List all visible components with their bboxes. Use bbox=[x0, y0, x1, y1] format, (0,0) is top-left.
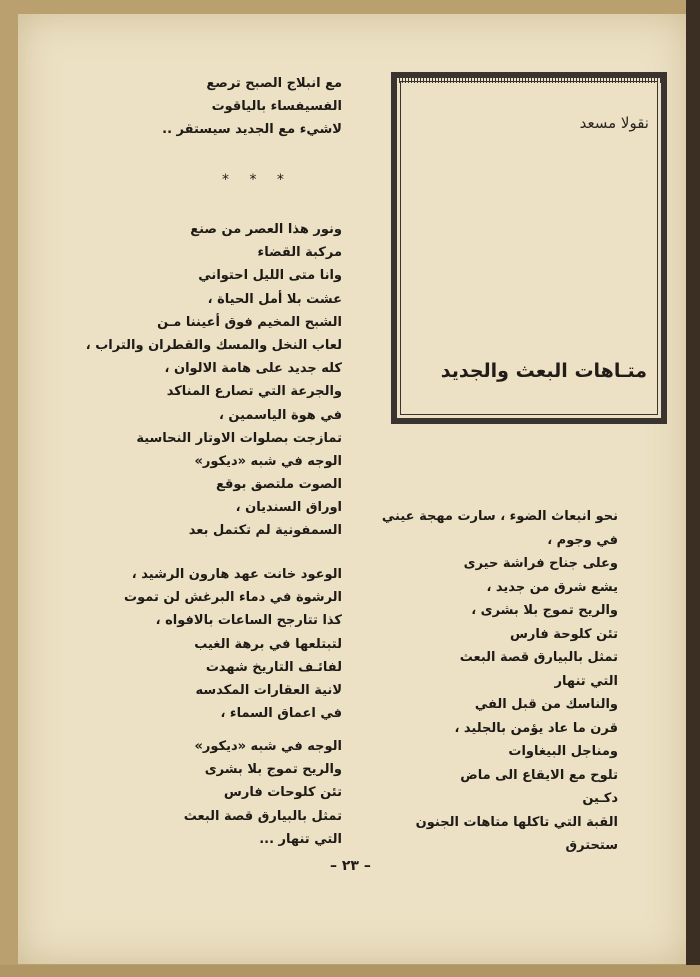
poem-line: وانا متى الليل احتواني bbox=[198, 268, 342, 284]
poem-line: الوجه في شبه «ديكور» bbox=[194, 739, 342, 754]
page-edge-right bbox=[686, 0, 700, 977]
poem-line: السمفونية لم تكتمل بعد bbox=[188, 523, 342, 539]
poem-line: لتبتلعها في برهة الغيب bbox=[194, 636, 342, 652]
poem-line: الوجه في شبه «ديكور» bbox=[194, 453, 342, 469]
poem-line: تئن كلوحات فارس bbox=[223, 785, 342, 801]
poem-line: تئن كلوحة فارس bbox=[509, 626, 618, 642]
poem-line: تمازجت بصلوات الاوتار النحاسية bbox=[136, 430, 342, 446]
poem-title: متـاهات البعث والجديد bbox=[440, 360, 647, 382]
poem-line: قرن ما عاد يؤمن بالجليد ، bbox=[454, 720, 618, 736]
poem-line: الفسيفساء بالياقوت bbox=[211, 99, 342, 114]
stanza-3 bbox=[184, 735, 342, 851]
poem-line: عشت بلا أمل الحياة ، bbox=[207, 291, 342, 307]
poem-line: القبة التي تاكلها متاهات الجنون bbox=[415, 814, 618, 830]
poem-line: وعلى جناح فراشة حيرى bbox=[463, 556, 618, 571]
poem-line: والجرعة التي تصارع المناكد bbox=[166, 384, 342, 400]
stanza-top bbox=[162, 72, 342, 141]
page-number: – ٢٣ – bbox=[330, 858, 371, 874]
poem-line: لعاب النخل والمسك والقطران والتراب ، bbox=[85, 337, 342, 353]
poem-line: اوراق السنديان ، bbox=[235, 500, 342, 516]
author-name: نقولا مسعد bbox=[579, 114, 649, 132]
poem-line: الصوت ملتصق بوقع bbox=[215, 477, 342, 493]
poem-line: التي تنهار bbox=[554, 673, 618, 689]
poem-line: في اعماق السماء ، bbox=[220, 706, 342, 722]
poem-line: ونور هذا العصر من صنع bbox=[190, 222, 342, 237]
poem-line: ومناجل البيغاوات bbox=[508, 744, 618, 759]
poem-line: في وجوم ، bbox=[547, 532, 618, 548]
poem-line: مركبة القضاء bbox=[257, 245, 342, 261]
poem-line: يشع شرق من جديد ، bbox=[486, 579, 618, 595]
stanza-2 bbox=[124, 563, 342, 725]
poem-line: كذا تتارجح الساعات بالافواه ، bbox=[155, 613, 342, 629]
stanza-1 bbox=[86, 218, 342, 543]
poem-line: ستحترق bbox=[565, 838, 618, 853]
poem-line: الرشوة في دماء البرغش لن تموت bbox=[124, 590, 342, 606]
poem-line: في هوة الياسمين ، bbox=[218, 407, 342, 423]
poem-line: مع انبلاج الصبح ترصع bbox=[206, 76, 342, 91]
title-box bbox=[391, 72, 667, 424]
poem-line: تلوح مع الايقاع الى ماض bbox=[460, 767, 618, 783]
poem-line: والريح تموج بلا بشرى bbox=[204, 762, 342, 778]
poem-line: والناسك من قبل الفي bbox=[474, 697, 618, 712]
poem-line: الشبح المخيم فوق أعيننا مـن bbox=[157, 314, 342, 330]
poem-line: تمثل بالبيارق قصة البعث bbox=[183, 808, 342, 824]
poem-line: لاشيء مع الجديد سيستقر .. bbox=[162, 122, 342, 137]
poem-line: والريح تموج بلا بشرى ، bbox=[471, 603, 618, 618]
right-column bbox=[382, 505, 618, 858]
poem-line: كله جديد على هامة الالوان ، bbox=[164, 361, 342, 377]
poem-line: تمثل بالبيارق قصة البعث bbox=[459, 650, 618, 665]
poem-line: التي تنهار ... bbox=[259, 831, 342, 847]
poem-line: الوعود خانت عهد هارون الرشيد ، bbox=[131, 567, 342, 582]
poem-line: نحو انبعاث الضوء ، سارت مهجة عيني bbox=[381, 509, 618, 524]
poem-line: لانية العقارات المكدسه bbox=[195, 682, 342, 698]
poem-line: دكـين bbox=[582, 791, 618, 806]
poem-line: لفائـف التاريخ شهدت bbox=[205, 659, 342, 675]
page-edge-bottom bbox=[0, 965, 700, 977]
stanza-separator: * * * bbox=[222, 172, 292, 188]
